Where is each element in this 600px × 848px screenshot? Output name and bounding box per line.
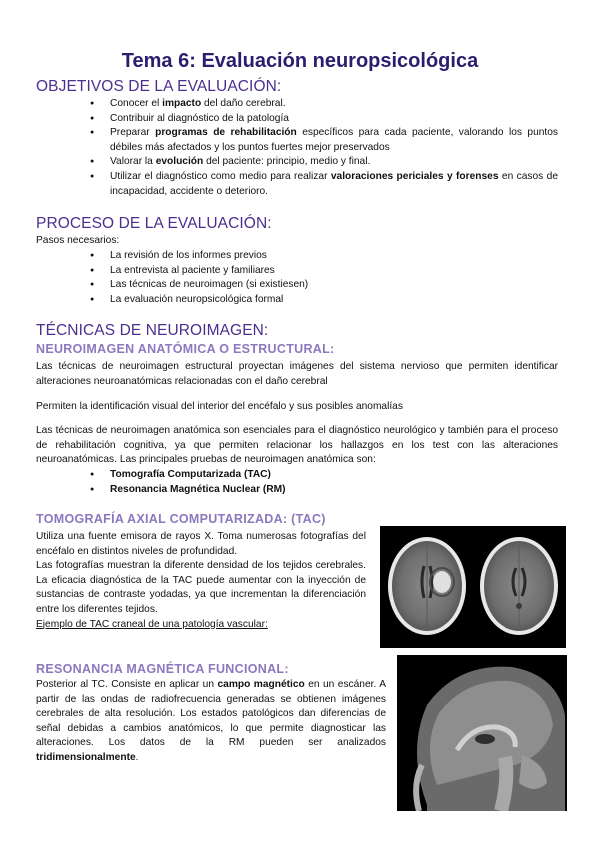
rm-scan-image [397, 655, 567, 811]
rm-paragraph: Posterior al TC. Consiste en aplicar un campo magnético en un escáner. A partir de las ondas de radiofrecuencia generadas se obtienen imágenes cerebrales de alta resolución. Los estados patológicos dan diferencias de señal debidas a cambios anatómicos, lo que permite diagnosticar las alteraciones. Los datos de la RM pueden ser analizados tridimensionalmente. [36, 679, 386, 763]
list-item: ● La entrevista al paciente y familiares [90, 264, 558, 279]
tac-scan-svg [380, 526, 566, 648]
tac-text [36, 530, 366, 632]
neuroimagen-anatomica-heading: NEUROIMAGEN ANATÓMICA O ESTRUCTURAL: [36, 342, 335, 356]
tac-scan-image [380, 526, 566, 648]
rm-heading: RESONANCIA MAGNÉTICA FUNCIONAL: [36, 662, 289, 676]
objetivos-list [90, 97, 558, 199]
list-item: ● Resonancia Magnética Nuclear (RM) [90, 483, 558, 498]
pruebas-list [90, 468, 558, 497]
tecnicas-paragraph-2: Permiten la identificación visual del interior del encéfalo y sus posibles anomalías [36, 401, 403, 412]
proceso-intro: Pasos necesarios: [36, 235, 120, 246]
tac-paragraph-1: Utiliza una fuente emisora de rayos X. Toma numerosas fotografías del encéfalo en distintos niveles de profundidad. [36, 531, 366, 557]
list-item: ● Preparar programas de rehabilitación específicos para cada paciente, valorando los puntos débiles más afectados y los puntos fuertes mejor preservados [90, 126, 558, 155]
list-item: ● Tomografía Computarizada (TAC) [90, 468, 558, 483]
tac-example-caption: Ejemplo de TAC craneal de una patología vascular: [36, 618, 268, 630]
list-item: ● Contribuir al diagnóstico de la patología [90, 112, 558, 127]
list-item: ● Conocer el impacto del daño cerebral. [90, 97, 558, 112]
list-item: ● Las técnicas de neuroimagen (si existiesen) [90, 278, 558, 293]
rm-scan-svg [397, 655, 567, 811]
tecnicas-paragraph-1: Las técnicas de neuroimagen estructural proyectan imágenes del sistema nervioso que permiten identificar alteraciones neuroanatómicas relacionadas con el daño cerebral [36, 361, 558, 387]
tac-heading: TOMOGRAFÍA AXIAL COMPUTARIZADA: (TAC) [36, 512, 326, 526]
tac-paragraph-2: Las fotografías muestran la diferente densidad de los tejidos cerebrales. La eficacia diagnóstica de la TAC puede aumentar con la inyección de sustancias de contraste yodadas, ya que incrementan la diferenciación entre los diferentes tejidos. [36, 560, 366, 615]
objetivos-heading: OBJETIVOS DE LA EVALUACIÓN: [36, 78, 282, 95]
list-item: ● La evaluación neuropsicológica formal [90, 293, 558, 308]
tecnicas-heading: TÉCNICAS DE NEUROIMAGEN: [36, 322, 269, 339]
tecnicas-paragraph-3: Las técnicas de neuroimagen anatómica son esenciales para el diagnóstico neurológico y también para el proceso de rehabilitación cognitiva, ya que permiten relacionar los hallazgos en los test con las alteraciones neuroanatómicas. Las principales pruebas de neuroimagen anatómica son: [36, 425, 558, 466]
list-item: ● Utilizar el diagnóstico como medio para realizar valoraciones periciales y forenses en casos de incapacidad, accidente o deterioro. [90, 170, 558, 199]
proceso-heading: PROCESO DE LA EVALUACIÓN: [36, 215, 272, 232]
proceso-list [90, 249, 558, 307]
page-title: Tema 6: Evaluación neuropsicológica [121, 50, 479, 72]
list-item: ● La revisión de los informes previos [90, 249, 558, 264]
list-item: ● Valorar la evolución del paciente: principio, medio y final. [90, 155, 558, 170]
